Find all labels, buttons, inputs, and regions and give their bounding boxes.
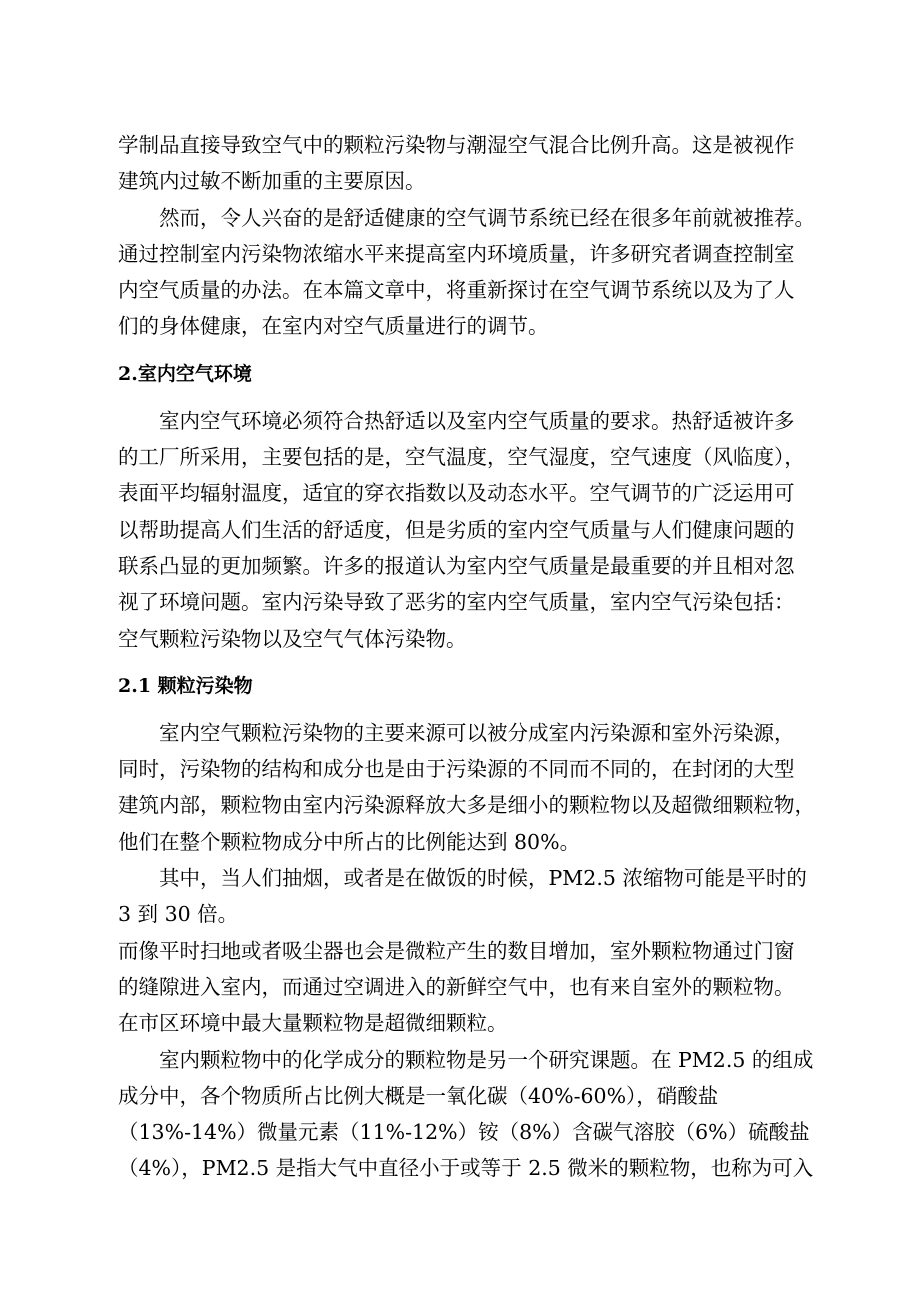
text-line: 的工厂所采用，主要包括的是，空气温度，空气湿度，空气速度（风临度）， — [118, 445, 805, 470]
text-line: 室内颗粒物中的化学成分的颗粒物是另一个研究课题。在 PM2.5 的组成 — [159, 1047, 814, 1072]
paragraph-3 — [118, 403, 826, 657]
text-line: 联系凸显的更加频繁。许多的报道认为室内空气质量是最重要的并且相对忽 — [118, 553, 795, 578]
paragraph-4 — [118, 715, 826, 860]
text-line: 学制品直接导致空气中的颗粒污染物与潮湿空气混合比例升高。这是被视作 — [118, 133, 795, 157]
text-line: 其中，当人们抽烟，或者是在做饭的时候，PM2.5 浓缩物可能是平时的 — [159, 866, 807, 891]
text-line: 而像平时扫地或者吸尘器也会是微粒产生的数目增加，室外颗粒物通过门窗 — [118, 938, 795, 963]
text-line: 建筑内过敏不断加重的主要原因。 — [118, 169, 426, 194]
section-heading-indoor-air: 2.室内空气环境 — [118, 362, 252, 385]
document-body — [118, 127, 826, 1187]
text-line: 空气颗粒污染物以及空气气体污染物。 — [118, 626, 467, 651]
paragraph-5 — [118, 860, 826, 933]
text-line: 视了环境问题。室内污染导致了恶劣的室内空气质量，室内空气污染包括： — [118, 590, 795, 615]
text-line: 以帮助提高人们生活的舒适度，但是劣质的室内空气质量与人们健康问题的 — [118, 517, 795, 542]
paragraph-6 — [118, 933, 826, 1042]
paragraph-7 — [118, 1042, 826, 1187]
text-line: 通过控制室内污染物浓缩水平来提高室内环境质量，许多研究者调查控制室 — [118, 241, 795, 266]
paragraph-2 — [118, 200, 826, 345]
text-line: （13%-14%）微量元素（11%-12%）铵（8%）含碳气溶胶（6%）硫酸盐 — [118, 1120, 810, 1145]
text-line: 室内空气环境必须符合热舒适以及室内空气质量的要求。热舒适被许多 — [159, 408, 795, 433]
text-line: 室内空气颗粒污染物的主要来源可以被分成室内污染源和室外污染源， — [159, 720, 795, 745]
text-line: （4%），PM2.5 是指大气中直径小于或等于 2.5 微米的颗粒物，也称为可入 — [118, 1156, 814, 1181]
text-line: 的缝隙进入室内，而通过空调进入的新鲜空气中，也有来自室外的颗粒物。 — [118, 974, 795, 999]
text-line: 在市区环境中最大量颗粒物是超微细颗粒。 — [118, 1011, 508, 1036]
text-line: 成分中，各个物质所占比例大概是一氧化碳（40%-60%），硝酸盐 — [118, 1083, 719, 1108]
paragraph-1 — [118, 127, 826, 200]
text-line: 3 到 30 倍。 — [118, 902, 239, 927]
text-line: 们的身体健康，在室内对空气质量进行的调节。 — [118, 314, 549, 339]
text-line: 表面平均辐射温度，适宜的穿衣指数以及动态水平。空气调节的广泛运用可 — [118, 481, 795, 506]
text-line: 建筑内部，颗粒物由室内污染源释放大多是细小的颗粒物以及超微细颗粒物， — [118, 793, 815, 818]
section-heading-particulates: 2.1 颗粒污染物 — [118, 674, 253, 697]
text-line: 他们在整个颗粒物成分中所占的比例能达到 80%。 — [118, 829, 581, 854]
text-line: 同时，污染物的结构和成分也是由于污染源的不同而不同的，在封闭的大型 — [118, 757, 795, 782]
text-line: 然而，令人兴奋的是舒适健康的空气调节系统已经在很多年前就被推荐。 — [159, 205, 815, 230]
text-line: 内空气质量的办法。在本篇文章中，将重新探讨在空气调节系统以及为了人 — [118, 278, 795, 303]
